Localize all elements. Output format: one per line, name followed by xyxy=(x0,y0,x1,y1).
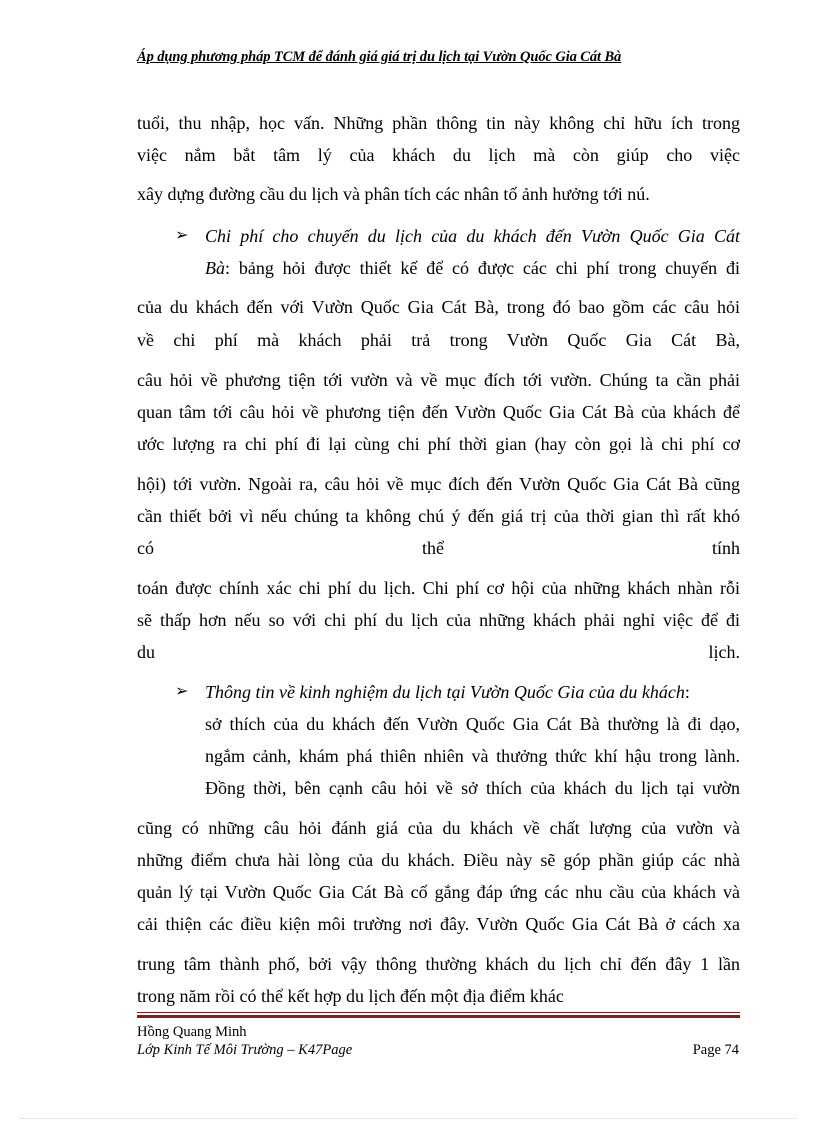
footer-class: Lớp Kinh Tế Môi Trường – K47Page xyxy=(137,1042,353,1058)
body-line: việc nắm bắt tâm lý của khách du lịch mà còn giúp cho việc xyxy=(137,145,740,165)
bullet-heading-colon: : xyxy=(684,682,690,702)
body-line: của du khách đến với Vườn Quốc Gia Cát Bà, trong đó bao gồm các câu hỏi xyxy=(137,297,740,317)
body-line: quản lý tại Vườn Quốc Gia Cát Bà cố gắng đáp ứng các nhu cầu của khách và xyxy=(137,882,740,902)
bullet-heading-cont xyxy=(205,257,740,279)
footer-rule-thin xyxy=(137,1012,740,1013)
bullet-arrow-icon: ➢ xyxy=(175,227,189,244)
footer-author: Hồng Quang Minh xyxy=(137,1024,247,1040)
body-line: quan tâm tới câu hỏi về phương tiện đến Vườn Quốc Gia Cát Bà của khách để xyxy=(137,402,740,422)
running-header: Áp dụng phương pháp TCM để đánh giá giá trị du lịch tại Vườn Quốc Gia Cát Bà xyxy=(137,49,622,65)
indented-line: ngắm cảnh, khám phá thiên nhiên và thưởng thức khí hậu trong lành. xyxy=(205,746,740,766)
body-line: có thể tính xyxy=(137,538,740,558)
body-line: xây dựng đường cầu du lịch và phân tích các nhân tố ảnh hưởng tới nú. xyxy=(137,184,650,204)
body-line: trung tâm thành phố, bởi vậy thông thường khách du lịch chỉ đến đây 1 lần xyxy=(137,954,740,974)
body-line: ước lượng ra chi phí đi lại cùng chi phí thời gian (hay còn gọi là chi phí cơ xyxy=(137,434,740,454)
body-line: du lịch. xyxy=(137,642,740,662)
body-line: trong năm rồi có thể kết hợp du lịch đến một địa điểm khác xyxy=(137,986,564,1006)
page-number: Page 74 xyxy=(692,1042,739,1058)
footer-rule-thick xyxy=(137,1015,740,1018)
body-line: những điểm chưa hài lòng của du khách. Điều này sẽ góp phần giúp các nhà xyxy=(137,850,740,870)
body-line: cũng có những câu hỏi đánh giá của du khách về chất lượng của vườn và xyxy=(137,818,740,838)
bullet-heading xyxy=(205,681,690,703)
body-line: toán được chính xác chi phí du lịch. Chi phí cơ hội của những khách nhàn rỗi xyxy=(137,578,740,598)
indented-line: sở thích của du khách đến Vườn Quốc Gia Cát Bà thường là đi dạo, xyxy=(205,714,740,734)
body-line: cải thiện các điều kiện môi trường nơi đây. Vườn Quốc Gia Cát Bà ở cách xa xyxy=(137,914,740,934)
page-boundary-divider xyxy=(20,1118,796,1119)
bullet-heading-text: Thông tin về kinh nghiệm du lịch tại Vườn Quốc Gia của du khách xyxy=(205,682,685,702)
body-line: tuổi, thu nhập, học vấn. Những phần thông tin này không chỉ hữu ích trong xyxy=(137,113,740,133)
body-line: cần thiết bởi vì nếu chúng ta không chú ý đến giá trị của thời gian thì rất khó xyxy=(137,506,740,526)
body-line: về chi phí mà khách phải trả trong Vườn Quốc Gia Cát Bà, xyxy=(137,330,740,350)
bullet-heading: Chi phí cho chuyến du lịch của du khách đến Vườn Quốc Gia Cát xyxy=(205,226,740,246)
bullet-text: : bảng hỏi được thiết kế để có được các chi phí trong chuyến đi xyxy=(225,258,740,278)
body-line: câu hỏi về phương tiện tới vườn và về mục đích tới vườn. Chúng ta cần phải xyxy=(137,370,740,390)
body-line: hội) tới vườn. Ngoài ra, câu hỏi về mục đích đến Vườn Quốc Gia Cát Bà cũng xyxy=(137,474,740,494)
bullet-arrow-icon: ➢ xyxy=(175,683,189,700)
bullet-heading-end: Bà xyxy=(205,258,225,278)
body-line: sẽ thấp hơn nếu so với chi phí du lịch của những khách phải nghỉ việc để đi xyxy=(137,610,740,630)
indented-line: Đồng thời, bên cạnh câu hỏi về sở thích của khách du lịch tại vườn xyxy=(205,778,740,798)
